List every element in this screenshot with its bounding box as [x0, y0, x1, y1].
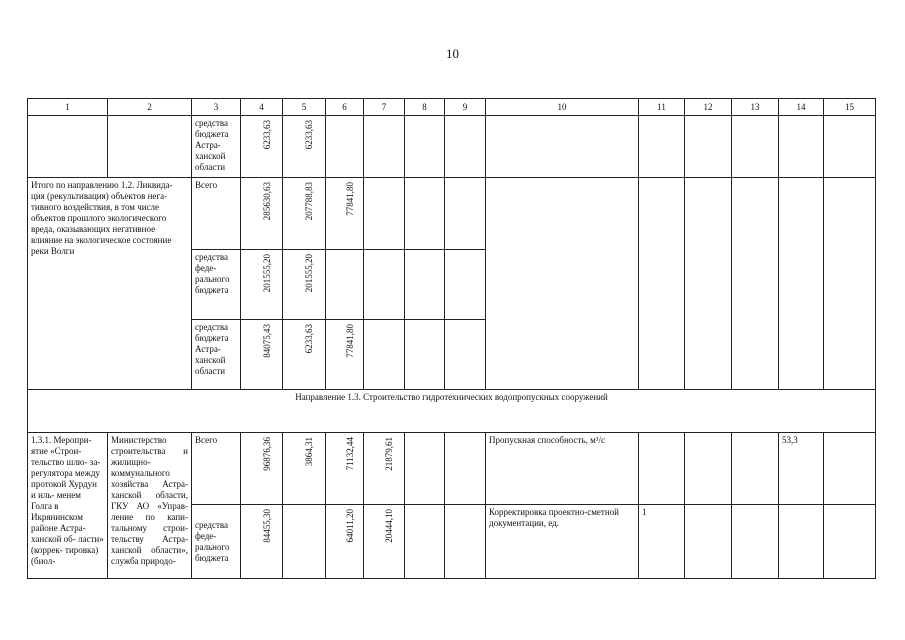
header-cell: 13 — [732, 99, 779, 116]
amount-cell: 6233,63 — [241, 116, 283, 178]
amount-cell: 285630,63 — [241, 178, 283, 250]
funding-source: Всего — [192, 433, 241, 505]
header-cell: 11 — [639, 99, 685, 116]
funding-source: средства феде- рального бюджета — [192, 505, 241, 579]
amount-cell: 6233,63 — [283, 116, 326, 178]
amount-cell: 20444,10 — [364, 505, 405, 579]
amount-cell: 201555,20 — [241, 250, 283, 320]
funding-source: средства бюджета Астра- ханской области — [192, 116, 241, 178]
header-cell: 15 — [824, 99, 876, 116]
funding-source: средства бюджета Астра- ханской области — [192, 320, 241, 390]
amount-cell: 84075,43 — [241, 320, 283, 390]
header-cell: 8 — [405, 99, 445, 116]
amount-cell: 64011,20 — [326, 505, 364, 579]
amount-cell: 96876,36 — [241, 433, 283, 505]
amount-cell: 77841,80 — [326, 178, 364, 250]
amount-cell: 6233,63 — [283, 320, 326, 390]
amount-cell — [283, 505, 326, 579]
header-cell: 9 — [445, 99, 486, 116]
amount-cell: 3864,31 — [283, 433, 326, 505]
indicator-value: 1 — [639, 505, 685, 579]
program-table — [27, 98, 876, 579]
header-cell: 6 — [326, 99, 364, 116]
header-cell: 10 — [486, 99, 639, 116]
amount-cell: 207788,83 — [283, 178, 326, 250]
amount-cell: 201555,20 — [283, 250, 326, 320]
header-cell: 7 — [364, 99, 405, 116]
measure-title: 1.3.1. Меропри- ятие «Строи- тельство шлю- за-регулятора между протокой Хурдун и иль- менем Голга в Икрянинском районе Астра- ханской об- ласти» (коррек- тировка) (биол- — [28, 433, 108, 579]
responsible-executor: Министерство строительства и жилищно- коммунального хозяйства Астра- ханской области, ГКУ АО «Управ- ление по капи- тальному строи- тельству Астра- ханской области», служба природо- — [108, 433, 192, 579]
funding-source: средства феде- рального бюджета — [192, 250, 241, 320]
amount-cell: 21879,61 — [364, 433, 405, 505]
header-cell: 3 — [192, 99, 241, 116]
header-cell: 1 — [28, 99, 108, 116]
amount-cell: 84455,30 — [241, 505, 283, 579]
amount-cell: 77841,80 — [326, 320, 364, 390]
page-number: 10 — [446, 46, 459, 61]
header-cell: 5 — [283, 99, 326, 116]
funding-source: Всего — [192, 178, 241, 250]
table-row — [28, 433, 876, 505]
table-row — [28, 178, 876, 250]
table-row — [28, 116, 876, 178]
header-row — [28, 99, 876, 116]
amount-cell: 71132,44 — [326, 433, 364, 505]
header-cell: 14 — [779, 99, 824, 116]
direction-row — [28, 390, 876, 433]
header-cell: 4 — [241, 99, 283, 116]
indicator-value — [779, 505, 824, 579]
header-cell: 2 — [108, 99, 192, 116]
header-cell: 12 — [685, 99, 732, 116]
direction-total-title: Итого по направлению 1.2. Ликвида- ция (рекультивация) объектов нега- тивного воздействия, в том числе объектов прошлого экологического вреда, оказывающих негативное влияние на экологическое состояние реки Волги — [28, 178, 192, 390]
direction-title: Направление 1.3. Строительство гидротехнических водопропускных сооружений — [28, 390, 876, 433]
indicator-name: Пропускная способность, м³/с — [486, 433, 639, 505]
indicator-value: 53,3 — [779, 433, 824, 505]
indicator-value — [639, 433, 685, 505]
indicator-name: Корректировка проектно-сметной документации, ед. — [486, 505, 639, 579]
